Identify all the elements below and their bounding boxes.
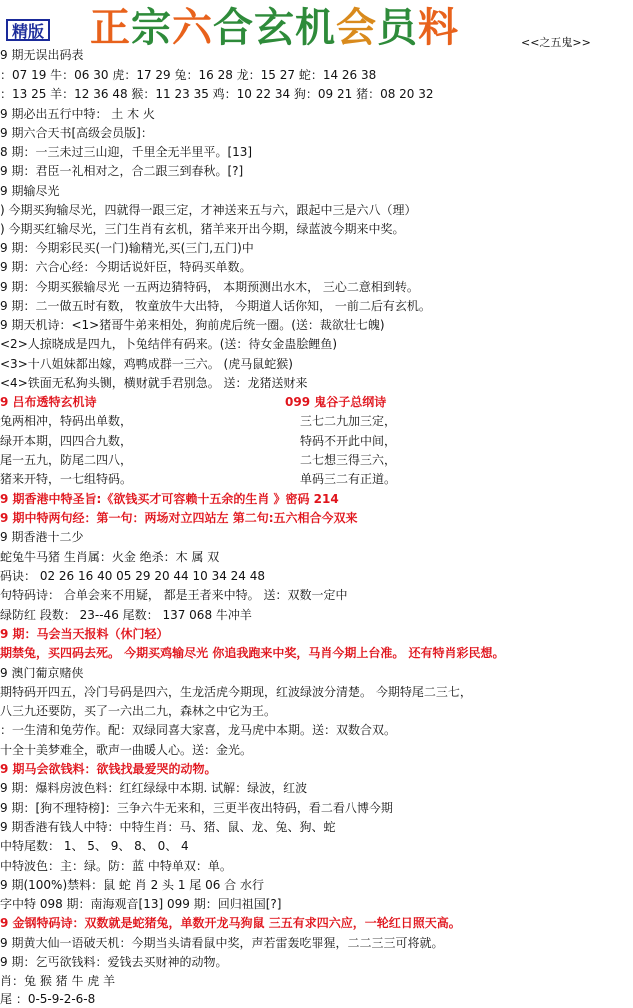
title-char: 合 (213, 4, 254, 51)
text-line: 9 期天机诗：<1>猪哥牛弟来相处，狗前虎后统一圈。(送：裁欲壮七魄) (0, 318, 385, 332)
text-line: 9 期(100%)禁料：鼠 蛇 肖 2 头 1 尾 06 合 水行 (0, 878, 264, 892)
text-line: 期禁兔，买四码去死。 今期买鸡输尽光 你追我跑来中奖，马肖今期上台准。 还有特肖彩民想。 (0, 646, 505, 660)
text-line: 9 期：马会当天报料（休门轻） (0, 627, 169, 641)
text-line: 9 期：君臣一礼相对之，合二跟三到春秋。[?] (0, 164, 244, 178)
text-line: 9 期无误出码表 (0, 48, 84, 62)
text-line: 9 期六合天书[高级会员版]： (0, 126, 153, 140)
text-line: 9 澳门葡京赌侠 (0, 666, 84, 680)
text-line: 9 期：今期彩民买(一门)输精光,买(三门,五门)中 (0, 241, 254, 255)
text-line: 9 吕布透特玄机诗 (0, 395, 97, 409)
text-line: 9 期：六合心经：今期话说奸臣，特码买单数。 (0, 260, 252, 274)
text-line: 单码三二有正道。 (300, 472, 397, 486)
title-char: 正 (90, 4, 131, 51)
text-line: 码诀： 02 26 16 40 05 29 20 44 10 34 24 48 (0, 569, 266, 583)
text-line: 兔两相冲，特码出单数， (0, 414, 133, 428)
text-line: 尾 ：0-5-9-2-6-8 (0, 992, 96, 1006)
text-line: 字中特 098 期：南海观音[13] 099 期：回归祖国[?] (0, 897, 282, 911)
text-line: 9 期：乞丐欲钱料：爱钱去买财神的动物。 (0, 955, 228, 969)
text-line: <4>铁面无私狗头铡，横财就手君别急。 送：龙猪送财来 (0, 376, 308, 390)
text-line: 9 期香港中特圣旨:《欲钱买才可容赖十五余的生肖 》密码 214 (0, 492, 339, 506)
text-line: 8 期：一三未过三山迎，千里全无半里平。[13] (0, 145, 253, 159)
text-line: ) 今期买狗输尽光，四就得一跟三定，才神送来五与六，跟起中三是六八（理） (0, 203, 417, 217)
text-line: 三七二九加三定， (300, 414, 397, 428)
header (0, 0, 633, 56)
title-char: 员 (377, 4, 418, 51)
text-line: 中特波色：主：绿。防：蓝 中特单双：单。 (0, 859, 232, 873)
text-line: 9 期必出五行中特： 土 木 火 (0, 107, 155, 121)
text-line: 099 鬼谷子总纲诗 (285, 395, 387, 409)
title-char: 宗 (131, 4, 172, 51)
page-title (90, 4, 459, 52)
text-line: 期特码开四五，冷门号码是四六，生龙活虎今期现，红波绿波分清楚。 今期特尾二三七， (0, 685, 472, 699)
text-line: 中特尾数： 1、 5、 9、 8、 0、 4 (0, 839, 189, 853)
text-line: 句特码诗： 合单会来不用疑， 都是王者来中特。 送：双数一定中 (0, 588, 348, 602)
text-line: 9 期：[狗不理特榜]：三争六牛无来和，三更半夜出特码，看二看八博今期 (0, 801, 393, 815)
text-line: 尾一五九，防尾二四八， (0, 453, 133, 467)
text-line: 9 期黄大仙一语破天机：今期当头请看鼠中奖，声若雷轰吃罪猩，二二三三可将就。 (0, 936, 444, 950)
text-line: ：一生清和兔劳作。配：双绿同喜大家喜，龙马虎中本期。送：双数合双。 (0, 723, 397, 737)
text-line: 特码不开此中间， (300, 434, 397, 448)
text-line: 蛇兔牛马猪 生肖属：火金 绝杀：木 属 双 (0, 550, 220, 564)
text-line: 9 期：爆料房波色料：红红绿绿中本期. 试解：绿波，红波 (0, 781, 308, 795)
title-char: 料 (418, 4, 459, 51)
text-line: 绿防红 段数： 23--46 尾数： 137 068 牛冲羊 (0, 608, 252, 622)
text-line: 9 期：二一做五时有数， 牧童放牛大出特， 今期道人话你知， 一前二后有玄机。 (0, 299, 431, 313)
text-line: 猪来开特，一七组特码。 (0, 472, 133, 486)
text-line: <3>十八姐妹都出嫁，鸡鸭成群一三六。 (虎马鼠蛇猴) (0, 357, 293, 371)
text-line: 八三九还要防，买了一六出二九，森林之中它为王。 (0, 704, 277, 718)
subtitle-tag: <<之五鬼>> (521, 36, 591, 49)
text-line: 二七想三得三六， (300, 453, 397, 467)
text-line: 9 期中特两句经：第一句：两场对立四站左 第二句:五六相合今双来 (0, 511, 358, 525)
title-char: 机 (295, 4, 336, 51)
text-line: 十全十美梦难全，歌声一曲暖人心。送：金光。 (0, 743, 253, 757)
text-line: 肖：兔 猴 猪 牛 虎 羊 (0, 974, 116, 988)
text-line: ：13 25 羊：12 36 48 猴：11 23 35 鸡：10 22 34 狗：09 21 猪：08 20 32 (0, 87, 434, 101)
text-line: 9 期：今期买猴输尽光 一五两边猜特码， 本期预测出水木， 三心二意相到转。 (0, 280, 419, 294)
text-line: <2>人掠晓成是四九，卜兔结伴有码来。(送：待女金蛊脍鲤鱼) (0, 337, 338, 351)
text-line: 9 期香港有钱人中特：中特生肖：马、猪、鼠、龙、兔、狗、蛇 (0, 820, 336, 834)
edition-badge: 精版 (6, 19, 50, 41)
text-line: 9 期输尽光 (0, 184, 60, 198)
title-char: 六 (172, 4, 213, 51)
text-line: 绿开本期，四四合九数， (0, 434, 133, 448)
text-line: ) 今期买红输尽光，三门生肖有玄机，猪羊来开出今期，绿蓝波今期来中奖。 (0, 222, 405, 236)
text-line: 9 金钢特码诗：双数就是蛇猪兔，单数开龙马狗鼠 三五有求四六应，一轮红日照天高。 (0, 916, 461, 930)
text-line: 9 期香港十二少 (0, 530, 84, 544)
title-char: 玄 (254, 4, 295, 51)
text-line: ：07 19 牛：06 30 虎：17 29 兔：16 28 龙：15 27 蛇：14 26 38 (0, 68, 377, 82)
text-line: 9 期马会欲钱料：欲钱找最爱哭的动物。 (0, 762, 217, 776)
title-char: 会 (336, 4, 377, 51)
